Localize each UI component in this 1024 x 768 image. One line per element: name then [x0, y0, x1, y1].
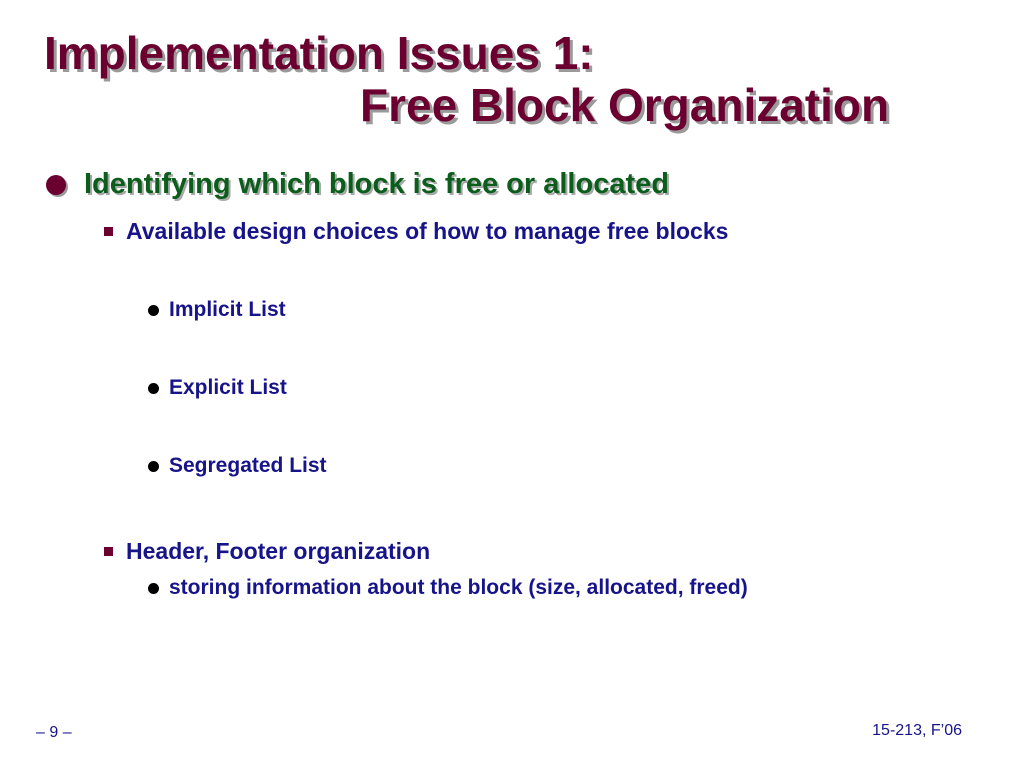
page-number: – 9 –	[36, 724, 72, 741]
subbullet-text: Header, Footer organization	[126, 538, 431, 564]
subbullet-text: Available design choices of how to manage free blocks	[126, 218, 729, 244]
list-item-text: storing information about the block (size, allocated, freed)	[169, 576, 748, 599]
list-item-segregated	[148, 454, 327, 478]
bullet-dot-icon	[148, 383, 159, 394]
bullet-dot-icon	[148, 305, 159, 316]
subbullet-design-choices	[104, 218, 728, 245]
bullet-dot-icon	[46, 175, 66, 195]
list-item-text: Implicit List	[169, 298, 286, 321]
bullet-main-text: Identifying which block is free or allocated	[84, 168, 669, 200]
bullet-main	[46, 168, 669, 201]
square-bullet-icon	[104, 547, 113, 556]
slide-title-line-1: Implementation Issues 1:	[44, 27, 594, 79]
square-bullet-icon	[104, 227, 113, 236]
list-item-implicit	[148, 298, 286, 322]
list-item-text: Explicit List	[169, 376, 287, 399]
list-item-explicit	[148, 376, 287, 400]
list-item-storing-info	[148, 576, 748, 600]
course-label: 15-213, F’06	[872, 722, 962, 739]
bullet-dot-icon	[148, 461, 159, 472]
subbullet-header-footer	[104, 538, 430, 565]
bullet-dot-icon	[148, 583, 159, 594]
list-item-text: Segregated List	[169, 454, 327, 477]
slide-title-line-2: Free Block Organization	[360, 79, 890, 131]
